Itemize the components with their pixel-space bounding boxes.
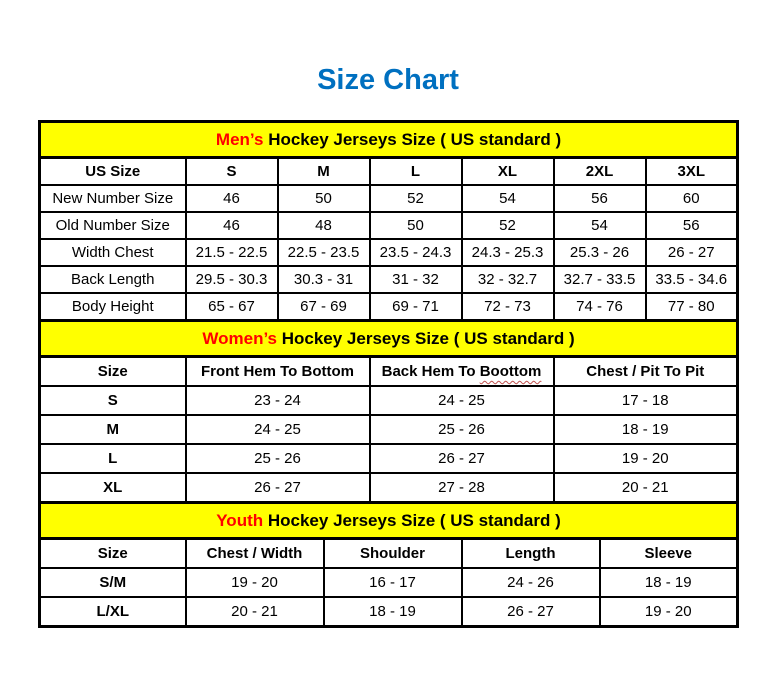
- size-value-cell: 54: [462, 185, 554, 212]
- size-value-cell: 29.5 - 30.3: [186, 266, 278, 293]
- size-value-cell: 24.3 - 25.3: [462, 239, 554, 266]
- table-row-men-2: [40, 239, 738, 266]
- row-label: S: [40, 386, 186, 415]
- size-value-cell: 19 - 20: [554, 444, 738, 473]
- table-row-men-1: [40, 212, 738, 239]
- section-band-youth: Youth Hockey Jerseys Size ( US standard ): [40, 503, 738, 539]
- column-header-youth-0: Size: [40, 539, 186, 569]
- column-header-youth-2: Shoulder: [324, 539, 462, 569]
- column-header-men-6: 3XL: [646, 158, 738, 186]
- size-value-cell: 30.3 - 31: [278, 266, 370, 293]
- size-value-cell: 54: [554, 212, 646, 239]
- size-value-cell: 27 - 28: [370, 473, 554, 503]
- column-header-men-4: XL: [462, 158, 554, 186]
- band-highlight-women: Women’s: [202, 328, 277, 348]
- size-value-cell: 56: [554, 185, 646, 212]
- size-chart-table: [38, 120, 739, 628]
- table-row-men-3: [40, 266, 738, 293]
- size-value-cell: 67 - 69: [278, 293, 370, 321]
- column-header-men-0: US Size: [40, 158, 186, 186]
- size-value-cell: 26 - 27: [370, 444, 554, 473]
- size-value-cell: 18 - 19: [324, 597, 462, 627]
- column-header-men-2: M: [278, 158, 370, 186]
- size-value-cell: 23.5 - 24.3: [370, 239, 462, 266]
- row-label: L: [40, 444, 186, 473]
- size-value-cell: 26 - 27: [646, 239, 738, 266]
- size-chart-body: [40, 122, 738, 627]
- section-band-women: Women’s Hockey Jerseys Size ( US standard ): [40, 321, 738, 357]
- size-value-cell: 26 - 27: [186, 473, 370, 503]
- row-label: XL: [40, 473, 186, 503]
- size-value-cell: 25 - 26: [186, 444, 370, 473]
- size-value-cell: 20 - 21: [186, 597, 324, 627]
- table-row-youth-0: [40, 568, 738, 597]
- size-value-cell: 77 - 80: [646, 293, 738, 321]
- column-header-youth-4: Sleeve: [600, 539, 738, 569]
- size-value-cell: 31 - 32: [370, 266, 462, 293]
- band-highlight-youth: Youth: [216, 510, 264, 530]
- size-value-cell: 19 - 20: [186, 568, 324, 597]
- column-header-women-0: Size: [40, 357, 186, 387]
- size-value-cell: 26 - 27: [462, 597, 600, 627]
- size-value-cell: 23 - 24: [186, 386, 370, 415]
- size-value-cell: 33.5 - 34.6: [646, 266, 738, 293]
- size-value-cell: 17 - 18: [554, 386, 738, 415]
- column-header-men-3: L: [370, 158, 462, 186]
- size-value-cell: 19 - 20: [600, 597, 738, 627]
- size-value-cell: 22.5 - 23.5: [278, 239, 370, 266]
- column-header-women-3: Chest / Pit To Pit: [554, 357, 738, 387]
- size-value-cell: 24 - 25: [186, 415, 370, 444]
- row-label: Width Chest: [40, 239, 186, 266]
- row-label: Back Length: [40, 266, 186, 293]
- size-value-cell: 46: [186, 185, 278, 212]
- size-value-cell: 69 - 71: [370, 293, 462, 321]
- size-value-cell: 20 - 21: [554, 473, 738, 503]
- size-value-cell: 72 - 73: [462, 293, 554, 321]
- size-value-cell: 65 - 67: [186, 293, 278, 321]
- column-header-women-1: Front Hem To Bottom: [186, 357, 370, 387]
- size-value-cell: 50: [278, 185, 370, 212]
- size-value-cell: 60: [646, 185, 738, 212]
- size-value-cell: 50: [370, 212, 462, 239]
- size-value-cell: 18 - 19: [600, 568, 738, 597]
- row-label: Old Number Size: [40, 212, 186, 239]
- band-highlight-men: Men’s: [215, 129, 264, 149]
- size-value-cell: 24 - 26: [462, 568, 600, 597]
- misspelled-word: Boottom: [479, 363, 542, 380]
- size-value-cell: 16 - 17: [324, 568, 462, 597]
- size-value-cell: 24 - 25: [370, 386, 554, 415]
- column-header-men-1: S: [186, 158, 278, 186]
- column-header-men-5: 2XL: [554, 158, 646, 186]
- row-label: S/M: [40, 568, 186, 597]
- size-value-cell: 74 - 76: [554, 293, 646, 321]
- size-value-cell: 46: [186, 212, 278, 239]
- size-value-cell: 32 - 32.7: [462, 266, 554, 293]
- row-label: L/XL: [40, 597, 186, 627]
- column-header-youth-1: Chest / Width: [186, 539, 324, 569]
- table-row-men-4: [40, 293, 738, 321]
- size-value-cell: 25.3 - 26: [554, 239, 646, 266]
- page-title: Size Chart: [317, 64, 459, 96]
- size-value-cell: 32.7 - 33.5: [554, 266, 646, 293]
- table-row-women-1: [40, 415, 738, 444]
- size-value-cell: 25 - 26: [370, 415, 554, 444]
- size-value-cell: 21.5 - 22.5: [186, 239, 278, 266]
- size-value-cell: 48: [278, 212, 370, 239]
- column-header-women-2: Back Hem To Boottom: [370, 357, 554, 387]
- row-label: M: [40, 415, 186, 444]
- table-row-women-3: [40, 473, 738, 503]
- size-value-cell: 18 - 19: [554, 415, 738, 444]
- section-band-men: Men’s Hockey Jerseys Size ( US standard ): [40, 122, 738, 158]
- size-value-cell: 56: [646, 212, 738, 239]
- size-value-cell: 52: [462, 212, 554, 239]
- table-row-women-2: [40, 444, 738, 473]
- table-row-youth-1: [40, 597, 738, 627]
- column-header-youth-3: Length: [462, 539, 600, 569]
- table-row-men-0: [40, 185, 738, 212]
- row-label: New Number Size: [40, 185, 186, 212]
- table-row-women-0: [40, 386, 738, 415]
- row-label: Body Height: [40, 293, 186, 321]
- size-value-cell: 52: [370, 185, 462, 212]
